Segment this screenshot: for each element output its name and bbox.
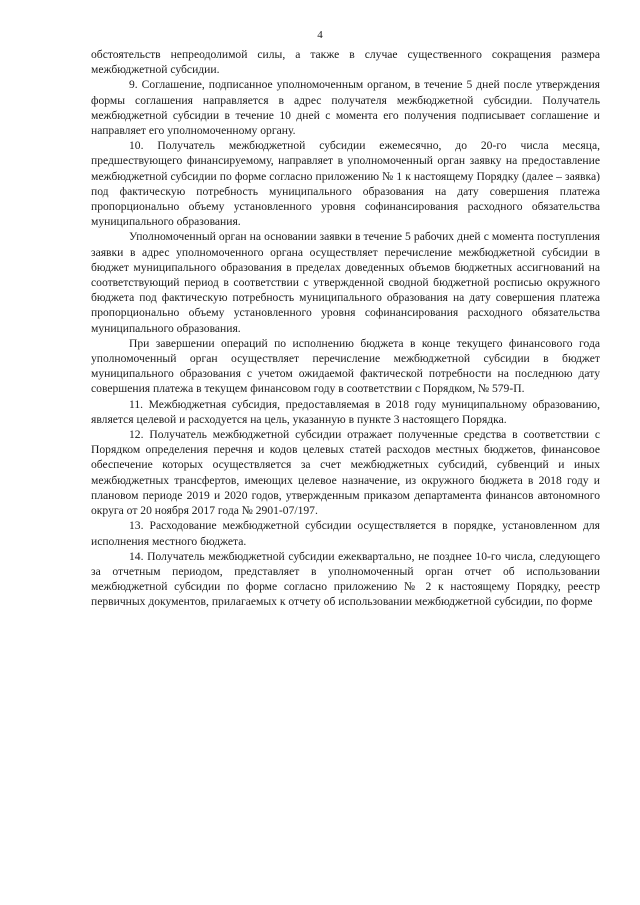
paragraph-item-12: 12. Получатель межбюджетной субсидии отражает полученные средства в соответствии с Порядком определения перечня и кодов целевых статей расходов местных бюджетов, финансовое обеспечение которых осуществляется за счет межбюджетных субсидий, субвенций и иных межбюджетных трансфертов, имеющих целевое назначение, из окружного бюджета в 2018 году и плановом периоде 2019 и 2020 годов, утвержденным приказом департамента финансов автономного округа от 20 ноября 2017 года № 2901-07/197.	[91, 428, 600, 518]
paragraph-item-13: 13. Расходование межбюджетной субсидии осуществляется в порядке, установленном для исполнения местного бюджета.	[91, 519, 600, 548]
paragraph-item-11: 11. Межбюджетная субсидия, предоставляемая в 2018 году муниципальному образованию, является целевой и расходуется на цель, указанную в пункте 3 настоящего Порядка.	[91, 397, 600, 426]
paragraph-item-9: 9. Соглашение, подписанное уполномоченным органом, в течение 5 дней после утверждения формы соглашения направляется в адрес получателя межбюджетной субсидии. Получатель межбюджетной субсидии в течение 10 дней с момента его получения подписывает соглашение и направляет его уполномоченному органу.	[91, 78, 600, 138]
paragraph-item-10: 10. Получатель межбюджетной субсидии ежемесячно, до 20-го числа месяца, предшествующего финансируемому, направляет в уполномоченный орган заявку на предоставление межбюджетной субсидии по форме согласно приложению № 1 к настоящему Порядку (далее – заявка) под фактическую потребность муниципального образования на дату совершения платежа пропорционально объему установленного уровня софинансирования расходного обязательства муниципального образования.	[91, 139, 600, 229]
document-body	[91, 47, 600, 610]
page-number: 4	[317, 29, 323, 41]
paragraph-continuation: обстоятельств непреодолимой силы, а также в случае существенного сокращения размера межбюджетной субсидии.	[91, 48, 600, 77]
paragraph-transfer: Уполномоченный орган на основании заявки в течение 5 рабочих дней с момента поступления заявки в адрес уполномоченного органа осуществляет перечисление межбюджетной субсидии в бюджет муниципального образования в пределах доведенных объемов бюджетных ассигнований на соответствующий период в соответствии с утвержденной сводной бюджетной росписью окружного бюджета под фактическую потребность муниципального образования на дату совершения платежа пропорционально объему установленного уровня софинансирования расходного обязательства муниципального образования.	[91, 230, 600, 335]
paragraph-item-14: 14. Получатель межбюджетной субсидии ежеквартально, не позднее 10-го числа, следующего за отчетным периодом, представляет в уполномоченный орган отчет об использовании межбюджетной субсидии по форме согласно приложению № 2 к настоящему Порядку, реестр первичных документов, прилагаемых к отчету об использовании межбюджетной субсидии, по форме	[91, 549, 600, 609]
paragraph-year-end: При завершении операций по исполнению бюджета в конце текущего финансового года уполномоченный орган осуществляет перечисление межбюджетной субсидии в бюджет муниципального образования с учетом ожидаемой фактической потребности на последнюю дату совершения платежа в текущем финансовом году в соответствии с Порядком, № 579-П.	[91, 336, 600, 396]
